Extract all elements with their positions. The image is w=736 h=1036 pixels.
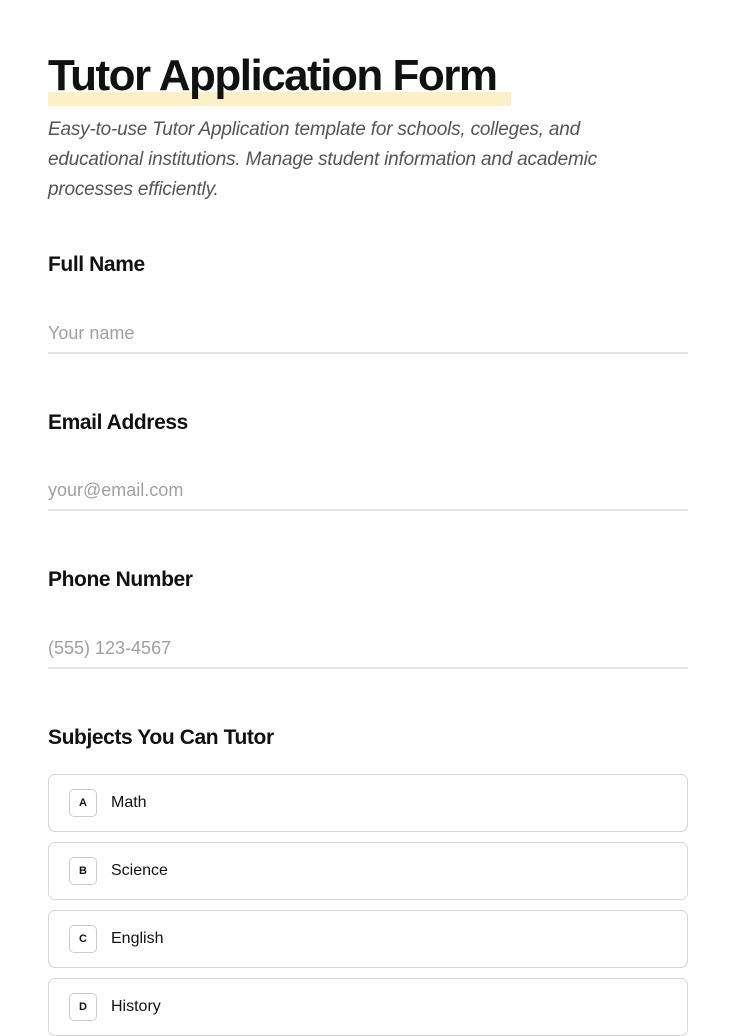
option-key: C [69,925,97,953]
option-label: English [111,930,164,947]
option-label: History [111,998,161,1015]
subjects-label: Subjects You Can Tutor [48,726,274,749]
email-label: Email Address [48,411,188,434]
form-description: Easy-to-use Tutor Application template for schools, colleges, and educational institutions. Manage student information and academic processes efficiently. [48,119,597,200]
phone-input[interactable] [48,629,688,669]
subject-option-math[interactable] [48,774,688,832]
subject-option-history[interactable] [48,978,688,1036]
phone-label: Phone Number [48,568,193,591]
email-input[interactable] [48,471,688,511]
subject-option-english[interactable] [48,910,688,968]
option-label: Science [111,862,168,879]
full-name-input[interactable] [48,314,688,354]
full-name-label: Full Name [48,253,145,276]
page-title: Tutor Application Form [48,51,497,100]
option-label: Math [111,794,147,811]
option-key: D [69,993,97,1021]
option-key: A [69,789,97,817]
subject-option-science[interactable] [48,842,688,900]
option-key: B [69,857,97,885]
